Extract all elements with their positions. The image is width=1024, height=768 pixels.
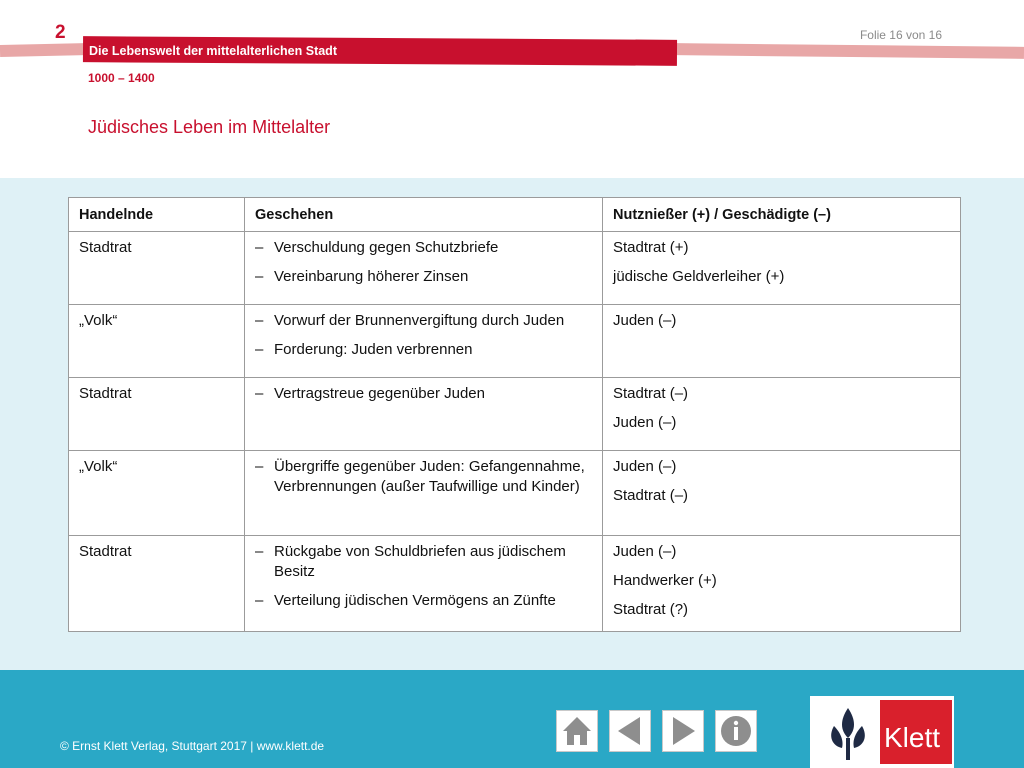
actor-label: Stadtrat: [79, 543, 132, 560]
effects-cell: [603, 305, 961, 378]
events-cell: [245, 536, 603, 632]
dash-marker: –: [255, 543, 264, 560]
previous-icon: [610, 711, 650, 751]
actor-label: Stadtrat: [79, 239, 132, 256]
home-button[interactable]: [556, 710, 598, 752]
effect-item: Stadtrat (?): [613, 601, 689, 618]
event-item: [255, 267, 592, 287]
actor-label: „Volk“: [79, 458, 118, 475]
actor-label: Stadtrat: [79, 385, 132, 402]
dash-marker: –: [255, 592, 264, 609]
event-item: [255, 340, 592, 360]
next-icon: [663, 711, 703, 751]
chapter-number: 2: [55, 22, 66, 43]
effect-item: jüdische Geldverleiher (+): [613, 268, 785, 285]
klett-wordmark: [880, 700, 952, 764]
section-title: Die Lebenswelt der mittelalterlichen Stadt: [89, 44, 337, 58]
header-stripe-left: [0, 43, 90, 57]
effects-cell: [603, 232, 961, 305]
years-label: 1000 – 1400: [88, 71, 155, 85]
next-button[interactable]: [662, 710, 704, 752]
event-text: Vereinbarung höherer Zinsen: [274, 268, 469, 285]
slide-title: Jüdisches Leben im Mittelalter: [88, 117, 331, 137]
events-cell: [245, 305, 603, 378]
effect-item: Stadtrat (+): [613, 239, 689, 256]
actor-cell: [69, 536, 245, 632]
event-text: Verschuldung gegen Schutzbriefe: [274, 239, 499, 256]
events-cell: [245, 451, 603, 536]
info-icon: [716, 711, 756, 751]
event-text: Vertragstreue gegenüber Juden: [274, 385, 485, 402]
effect-item: Juden (–): [613, 414, 677, 431]
effect-item: Juden (–): [613, 543, 677, 560]
event-item: [255, 384, 592, 404]
klett-emblem-icon: [818, 702, 878, 766]
events-cell: [245, 378, 603, 451]
event-item: [255, 311, 592, 331]
events-table: [68, 197, 961, 632]
table-row: [69, 536, 961, 632]
home-icon: [557, 711, 597, 751]
slide-header: [0, 0, 1024, 178]
table-row: [69, 378, 961, 451]
dash-marker: –: [255, 312, 264, 329]
copyright-notice: © Ernst Klett Verlag, Stuttgart 2017 | www.klett.de: [60, 739, 325, 753]
table-row: [69, 451, 961, 536]
column-header-actors: Handelnde: [69, 198, 245, 232]
column-header-events: Geschehen: [245, 198, 603, 232]
event-item: [255, 457, 592, 497]
dash-marker: –: [255, 268, 264, 285]
effect-item: Juden (–): [613, 458, 677, 475]
header-stripe-right: [676, 43, 1024, 59]
event-text: Rückgabe von Schuldbriefen aus jüdischem Besitz: [274, 543, 566, 580]
table-header-row: [69, 198, 961, 232]
klett-wordmark-text: Klett: [884, 722, 941, 753]
effects-cell: [603, 378, 961, 451]
effects-cell: [603, 536, 961, 632]
event-text: Übergriffe gegenüber Juden: Gefangennahme, Verbrennungen (außer Taufwillige und Kinder): [274, 458, 585, 495]
effect-item: Stadtrat (–): [613, 487, 689, 504]
actor-cell: [69, 378, 245, 451]
actor-cell: [69, 305, 245, 378]
events-cell: [245, 232, 603, 305]
previous-button[interactable]: [609, 710, 651, 752]
event-text: Forderung: Juden verbrennen: [274, 341, 473, 358]
actor-cell: [69, 451, 245, 536]
event-item: [255, 238, 592, 258]
event-text: Vorwurf der Brunnenvergiftung durch Juden: [274, 312, 565, 329]
event-item: [255, 542, 592, 582]
dash-marker: –: [255, 341, 264, 358]
actor-label: „Volk“: [79, 312, 118, 329]
event-text: Verteilung jüdischen Vermögens an Zünfte: [274, 592, 556, 609]
dash-marker: –: [255, 385, 264, 402]
slide-counter: Folie 16 von 16: [859, 28, 942, 42]
dash-marker: –: [255, 458, 264, 475]
table-row: [69, 305, 961, 378]
event-item: [255, 591, 592, 611]
effect-item: Handwerker (+): [613, 572, 717, 589]
info-button[interactable]: [715, 710, 757, 752]
effects-cell: [603, 451, 961, 536]
table-row: [69, 232, 961, 305]
effect-item: Stadtrat (–): [613, 385, 689, 402]
column-header-effects: Nutznießer (+) / Geschädigte (–): [603, 198, 961, 232]
dash-marker: –: [255, 239, 264, 256]
actor-cell: [69, 232, 245, 305]
effect-item: Juden (–): [613, 312, 677, 329]
